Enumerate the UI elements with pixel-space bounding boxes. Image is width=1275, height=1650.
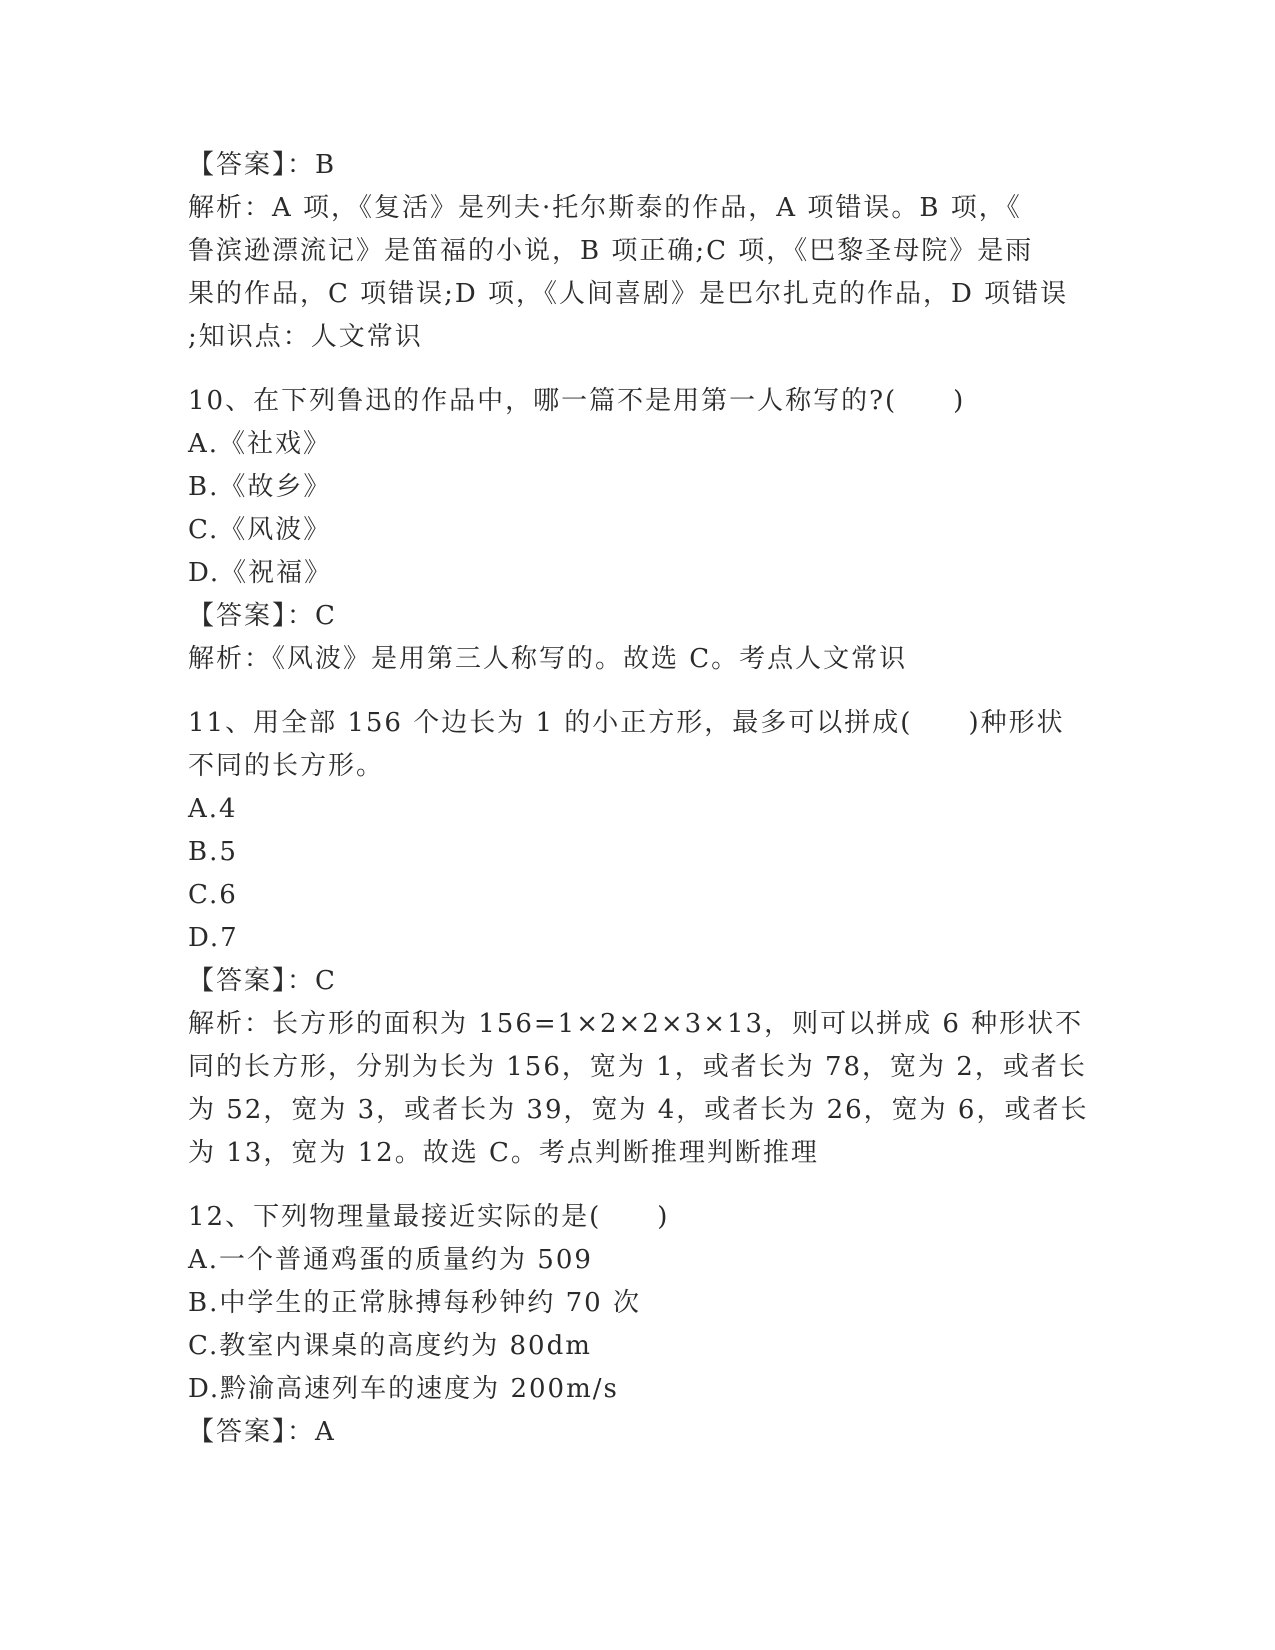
option-b: B.5 bbox=[188, 837, 238, 867]
option-a: A.一个普通鸡蛋的质量约为 509 bbox=[188, 1245, 593, 1275]
option-c: C.6 bbox=[188, 880, 238, 910]
spacer bbox=[188, 359, 1078, 380]
question-stem: 12、下列物理量最接近实际的是( ) bbox=[188, 1202, 670, 1232]
answer-line: 【答案】：A bbox=[188, 1417, 336, 1447]
question-stem: 10、在下列鲁迅的作品中，哪一篇不是用第一人称写的?( ) bbox=[188, 386, 966, 416]
option-c: C.《风波》 bbox=[188, 515, 332, 545]
analysis-line: 解析：A 项，《复活》是列夫·托尔斯泰的作品，A 项错误。B 项，《 bbox=[188, 193, 1022, 223]
prev-question-block bbox=[188, 144, 1078, 359]
analysis-line: ;知识点：人文常识 bbox=[188, 322, 423, 352]
analysis-line: 同的长方形，分别为长为 156，宽为 1，或者长为 78，宽为 2，或者长 bbox=[188, 1052, 1087, 1082]
analysis-line: 解析：《风波》是用第三人称写的。故选 C。考点人文常识 bbox=[188, 644, 908, 674]
option-d: D.7 bbox=[188, 923, 239, 953]
option-b: B.中学生的正常脉搏每秒钟约 70 次 bbox=[188, 1288, 641, 1318]
analysis-line: 为 13，宽为 12。故选 C。考点判断推理判断推理 bbox=[188, 1138, 819, 1168]
option-d: D.黔渝高速列车的速度为 200m/s bbox=[188, 1374, 619, 1404]
analysis-line: 解析：长方形的面积为 156=1×2×2×3×13，则可以拼成 6 种形状不 bbox=[188, 1009, 1084, 1039]
option-c: C.教室内课桌的高度约为 80dm bbox=[188, 1331, 592, 1361]
spacer bbox=[188, 681, 1078, 702]
analysis-line: 果的作品，C 项错误;D 项，《人间喜剧》是巴尔扎克的作品，D 项错误 bbox=[188, 279, 1069, 309]
analysis-line: 为 52，宽为 3，或者长为 39，宽为 4，或者长为 26，宽为 6，或者长 bbox=[188, 1095, 1089, 1125]
option-a: A.《社戏》 bbox=[188, 429, 332, 459]
question-11 bbox=[188, 702, 1089, 1175]
option-a: A.4 bbox=[188, 794, 238, 824]
question-12 bbox=[188, 1196, 1078, 1454]
document-content bbox=[188, 144, 1089, 1454]
option-b: B.《故乡》 bbox=[188, 472, 332, 502]
answer-line: 【答案】：C bbox=[188, 601, 337, 631]
option-d: D.《祝福》 bbox=[188, 558, 333, 588]
answer-line: 【答案】：C bbox=[188, 966, 337, 996]
analysis-line: 鲁滨逊漂流记》是笛福的小说，B 项正确;C 项，《巴黎圣母院》是雨 bbox=[188, 236, 1034, 266]
question-10 bbox=[188, 380, 1078, 681]
answer-line: 【答案】：B bbox=[188, 150, 337, 180]
question-stem: 11、用全部 156 个边长为 1 的小正方形，最多可以拼成( )种形状 bbox=[188, 708, 1065, 738]
question-stem: 不同的长方形。 bbox=[188, 751, 385, 781]
spacer bbox=[188, 1175, 1078, 1196]
